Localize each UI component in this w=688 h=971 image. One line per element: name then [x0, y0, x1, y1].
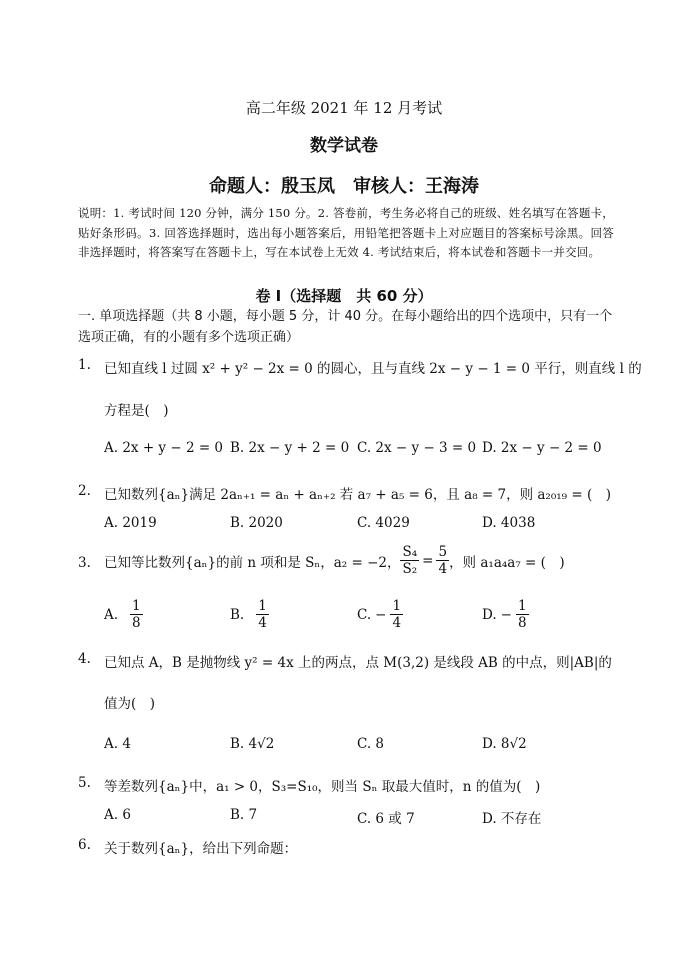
numerator: 5 [438, 544, 448, 560]
option-c: C. 8 [357, 736, 385, 752]
option-label: A. [104, 606, 119, 623]
question-text-post: ，则 a₁a₄a₇ = ( ) [449, 554, 565, 571]
option-a: A. 4 [104, 736, 131, 752]
question-number: 1. [78, 357, 91, 373]
instructions: 说明：1. 考试时间 120 分钟，满分 150 分。2. 答卷前，考生务必将自己的班级、姓名填写在答题卡，贴好条形码。3. 回答选择题时，选出每小题答案后，用铅笔把答题卡上对应题目的答案标号涂黑。回答非选择题时，将答案写在答题卡上，写在本试卷上无效 4. 考试结束后，将本试卷和答题卡一并交回。 [78, 206, 614, 259]
option-c [357, 598, 403, 631]
option-d: D. 4038 [482, 515, 536, 531]
option-b [230, 598, 269, 631]
subject-title: 数学试卷 [310, 136, 378, 156]
numerator: 1 [258, 598, 267, 614]
option-a: A. 6 [104, 807, 131, 823]
question-text: 关于数列{aₙ}，给出下列命题： [104, 841, 298, 857]
option-label: D. [482, 606, 497, 623]
authors-line: 命题人：殷玉凤 审核人：王海涛 [209, 176, 479, 197]
question-number: 6. [78, 837, 91, 853]
option-c: C. 6 或 7 [357, 811, 415, 827]
option-a: A. 2x + y − 2 = 0 [104, 440, 224, 456]
option-a: A. 2019 [104, 515, 157, 531]
question-text: 已知直线 l 过圆 x² + y² − 2x = 0 的圆心，且与直线 2x − y − 1 = 0 平行，则直线 l 的 [104, 361, 642, 377]
option-b: B. 4√2 [230, 736, 275, 752]
section-title: 卷 I（选择题 共 60 分） [255, 287, 433, 305]
option-b: B. 7 [230, 807, 258, 823]
option-sign: − [500, 606, 512, 623]
denominator: 8 [517, 615, 527, 631]
question-text: 已知点 A，B 是抛物线 y² = 4x 上的两点，点 M(3,2) 是线段 AB 的中点，则|AB|的 [104, 655, 612, 671]
question-number: 4. [78, 651, 91, 667]
fraction [400, 544, 419, 577]
numerator: 1 [132, 598, 141, 614]
option-sign: − [375, 606, 387, 623]
question-text: 等差数列{aₙ}中，a₁ > 0，S₃=S₁₀，则当 Sₙ 取最大值时，n 的值为( ) [104, 779, 541, 795]
denominator: 8 [132, 615, 141, 631]
question-number: 5. [78, 775, 91, 791]
fraction [436, 544, 449, 577]
numerator: 1 [392, 598, 402, 614]
option-c: C. 4029 [357, 515, 410, 531]
exam-title: 高二年级 2021 年 12 月考试 [245, 99, 443, 117]
fraction [256, 598, 269, 631]
option-label: B. [230, 606, 245, 623]
question-number: 3. [78, 555, 91, 571]
question-text [104, 544, 565, 577]
numerator: 1 [517, 598, 527, 614]
fraction [390, 598, 403, 631]
option-a [104, 598, 143, 631]
option-d: D. 2x − y − 2 = 0 [482, 440, 602, 456]
option-label: C. [357, 606, 372, 623]
denominator: 4 [392, 615, 402, 631]
option-d: D. 8√2 [482, 736, 527, 752]
question-text-pre: 已知等比数列{aₙ}的前 n 项和是 Sₙ，a₂ = −2， [104, 554, 401, 571]
question-text: 值为( ) [104, 696, 156, 712]
option-c: C. 2x − y − 3 = 0 [357, 440, 477, 456]
denominator: 4 [438, 561, 448, 577]
option-b: B. 2020 [230, 515, 283, 531]
option-b: B. 2x − y + 2 = 0 [230, 440, 350, 456]
fraction [516, 598, 529, 631]
option-d [482, 598, 529, 631]
numerator: S₄ [402, 544, 418, 560]
question-text: 方程是( ) [104, 403, 169, 419]
part-title: 一. 单项选择题（共 8 小题，每小题 5 分，计 40 分。在每小题给出的四个选项中，只有一个选项正确，有的小题有多个选项正确） [78, 309, 613, 345]
fraction [130, 598, 143, 631]
denominator: 4 [258, 615, 267, 631]
question-text: 已知数列{aₙ}满足 2aₙ₊₁ = aₙ + aₙ₊₂ 若 a₇ + a₅ = 6，且 a₈ = 7，则 a₂₀₁₉ = ( ) [104, 487, 612, 503]
equals-sign: = [422, 552, 434, 569]
question-number: 2. [78, 483, 91, 499]
denominator: S₂ [402, 561, 418, 577]
option-d: D. 不存在 [482, 811, 542, 827]
